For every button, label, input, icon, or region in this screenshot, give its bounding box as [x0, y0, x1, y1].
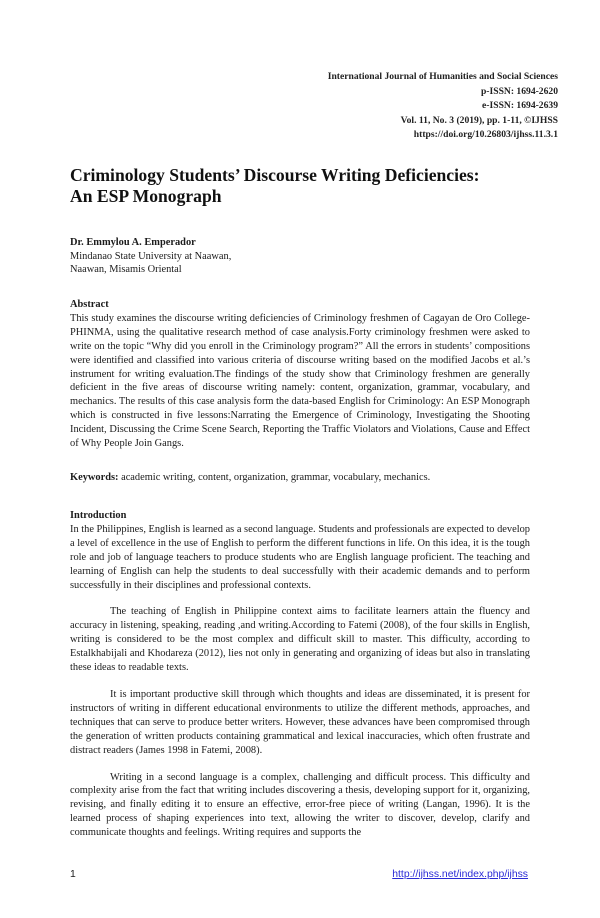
introduction-section	[70, 509, 530, 840]
abstract-text: This study examines the discourse writing deficiencies of Criminology freshmen of Cagayan de Oro College-PHINMA, using the qualitative research method of case analysis.Forty criminology freshmen were asked to write on the topic “Why did you enroll in the Criminology program?” All the errors in students’ compositions were identified and classified into various criteria of discourse writing based on the modified Jacobs et al.’s instrument for writing evaluation.The findings of the study show that Criminology freshmen are generally deficient in the five areas of discourse writing namely: content, organization, grammar, vocabulary, and mechanics. The results of this case analysis form the data-based English for Criminology: An ESP Monograph which is constructed in five lessons:Narrating the Emergence of Criminology, Investigating the Shooting Incident, Discussing the Crime Scene Search, Reporting the Traffic Violators and Violations, Cause and Effect of Why People Join Gangs.	[70, 312, 530, 450]
keywords-label: Keywords:	[70, 472, 119, 483]
paper-title	[70, 165, 540, 207]
introduction-paragraph: It is important productive skill through which thoughts and ideas are disseminated, it is present for instructors of writing in different educational environments to utilize the different methods, approaches, and techniques that can serve to produce better writers. However, these advances have been compromised through the generation of written products containing grammatical and lexical inaccuracies, which often frustrate and distract readers (James 1998 in Fatemi, 2008).	[70, 688, 530, 756]
journal-eissn: e-ISSN: 1694-2639	[482, 100, 558, 111]
keywords-text: academic writing, content, organization, grammar, vocabulary, mechanics.	[118, 472, 431, 483]
paper-title-line-2: An ESP Monograph	[70, 186, 222, 206]
introduction-heading: Introduction	[70, 510, 127, 521]
author-affiliation-line-2: Naawan, Misamis Oriental	[70, 264, 182, 276]
journal-name: International Journal of Humanities and Social Sciences	[327, 71, 558, 82]
paper-title-line-1: Criminology Students’ Discourse Writing Deficiencies:	[70, 165, 480, 185]
author-name: Dr. Emmylou A. Emperador	[70, 237, 196, 248]
abstract-section	[70, 298, 530, 451]
introduction-paragraph: The teaching of English in Philippine context aims to facilitate learners attain the fluency and accuracy in listening, speaking, reading ,and writing.According to Fatemi (2008), of the four skills in English, writing is considered to be the most complex and difficult skill to master. This difficulty, according to Estalkhabijali and Khodareza (2012), lies not only in generating and organizing of ideas but also in translating these ideas to readable texts.	[70, 606, 530, 674]
journal-header	[328, 70, 558, 143]
journal-volume: Vol. 11, No. 3 (2019), pp. 1-11, ©IJHSS	[400, 114, 558, 126]
introduction-paragraph: In the Philippines, English is learned as a second language. Students and professionals are expected to develop a level of excellence in the use of English to perform the different functions in life. On this idea, it is the tough role and job of language teachers to produce students who are English language proficient. The teaching and learning of English can help the students to deal successfully with their academic demands and to perform successfully in their disciplines and professional contexts.	[70, 523, 530, 591]
journal-doi: https://doi.org/10.26803/ijhss.11.3.1	[413, 129, 558, 140]
introduction-paragraph: Writing in a second language is a complex, challenging and difficult process. This difficulty and complexity arise from the fact that writing includes discovering a thesis, developing support for it, organizing, revising, and finally editing it to ensure an effective, error-free piece of writing (Langan, 1996). It is the learned process of shaping experiences into text, allowing the writer to discover, develop, clarify and communicate thoughts and feelings. Writing requires and supports the	[70, 771, 530, 839]
page-number: 1	[70, 869, 76, 880]
keywords-section	[70, 471, 530, 485]
journal-website-link[interactable]: http://ijhss.net/index.php/ijhss	[392, 869, 528, 880]
abstract-heading: Abstract	[70, 299, 109, 310]
journal-pissn: p-ISSN: 1694-2620	[480, 85, 558, 97]
author-block	[70, 236, 231, 277]
author-affiliation-line-1: Mindanao State University at Naawan,	[70, 250, 232, 262]
